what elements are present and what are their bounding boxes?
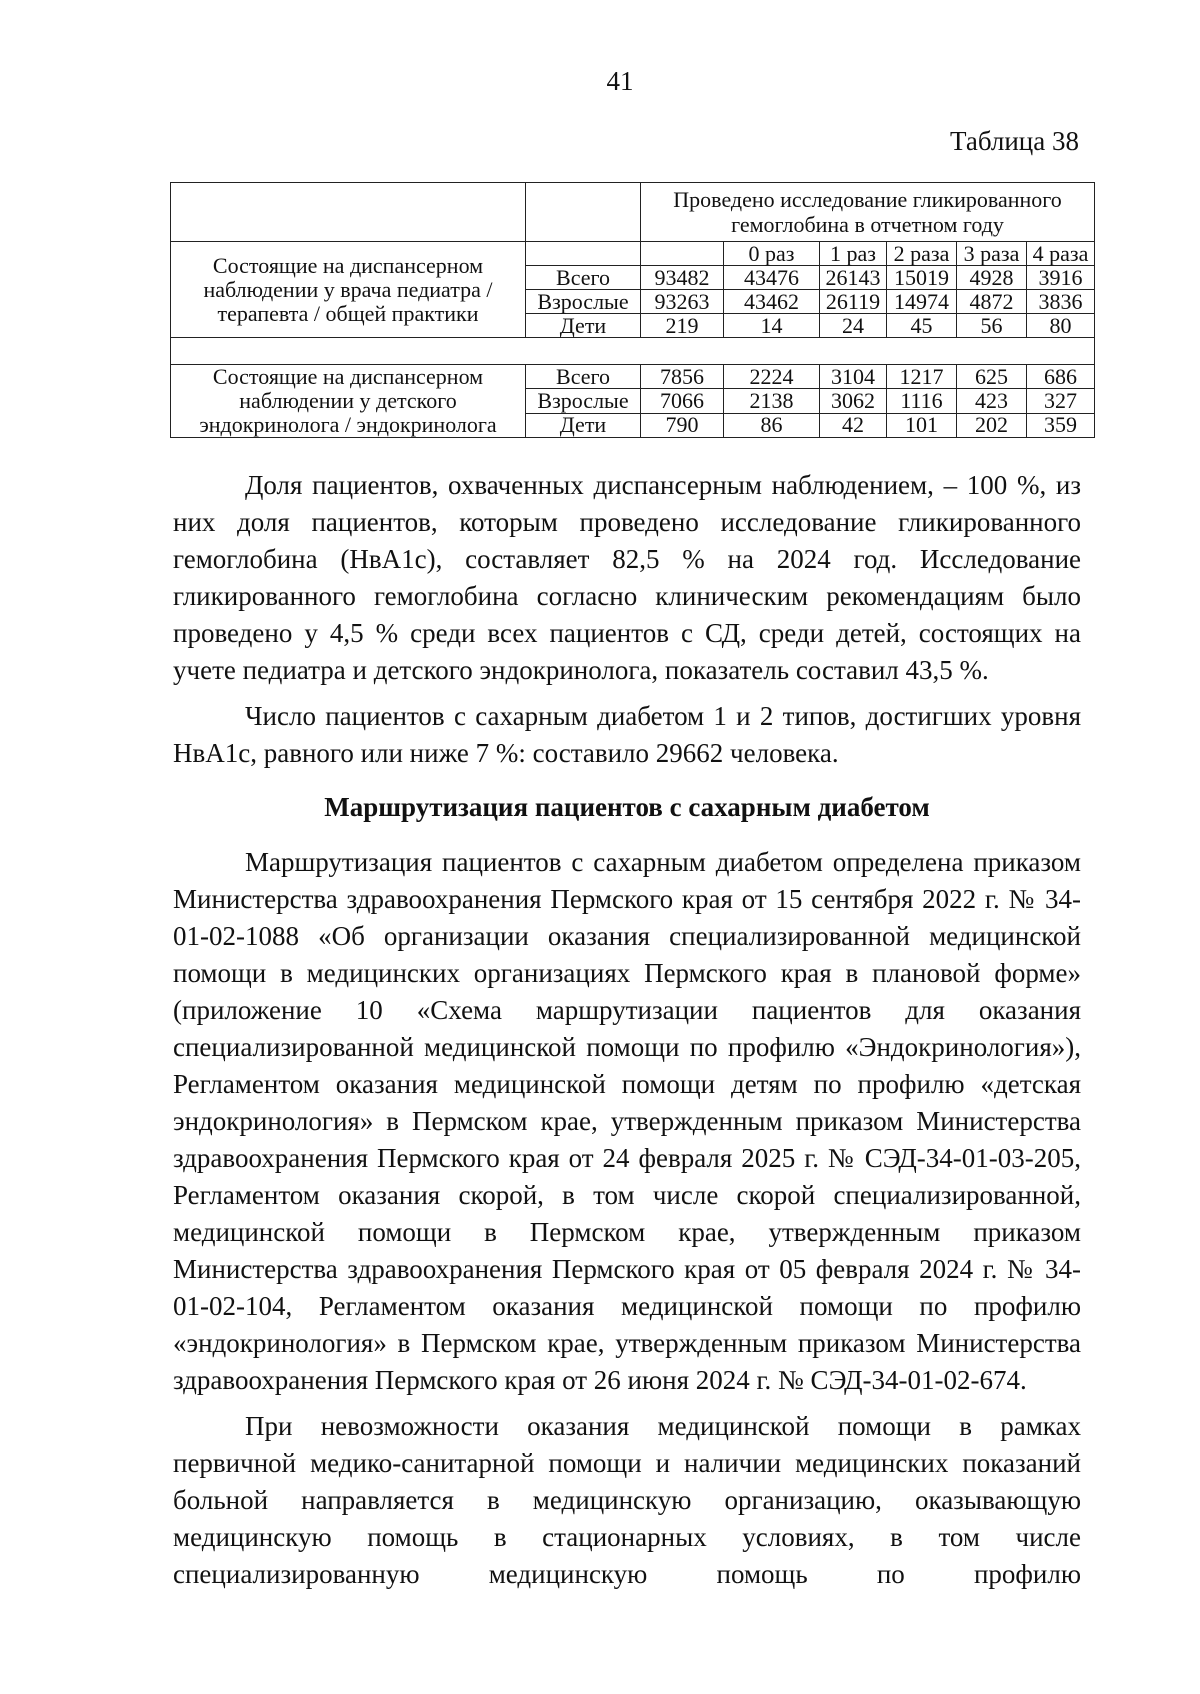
column-header: 3 раза bbox=[957, 242, 1027, 266]
row-total: 93263 bbox=[641, 290, 724, 314]
table-cell: 56 bbox=[957, 314, 1027, 338]
section-heading: Маршрутизация пациентов с сахарным диабетом bbox=[324, 792, 930, 822]
paragraph-routing: Маршрутизация пациентов с сахарным диабетом определена приказом Министерства здравоохранения Пермского края от 15 сентября 2022 г. № 34-01-02-1088 «Об организации оказания специализированной медицинской помощи в медицинских организациях Пермского края в плановой форме» (приложение 10 «Схема маршрутизации пациентов для оказания специализированной медицинской помощи по профилю «Эндокринология»), Регламентом оказания медицинской помощи детям по профилю «детская эндокринология» в Пермском крае, утвержденным приказом Министерства здравоохранения Пермского края от 24 февраля 2025 г. № СЭД-34-01-03-205, Регламентом оказания скорой, в том числе скорой специализированной, медицинской помощи в Пермском крае, утвержденным приказом Министерства здравоохранения Пермского края от 05 февраля 2024 г. № 34-01-02-104, Регламентом оказания медицинской помощи по профилю «эндокринология» в Пермском крае, утвержденным приказом Министерства здравоохранения Пермского края от 26 июня 2024 г. № СЭД-34-01-02-674. bbox=[173, 847, 1081, 1395]
row-total: 7856 bbox=[641, 365, 724, 389]
paragraph-target-level: Число пациентов с сахарным диабетом 1 и 2 типов, достигших уровня НвА1с, равного или ниже 7 %: составило 29662 человека. bbox=[173, 701, 1081, 768]
table-gap-row bbox=[171, 338, 1095, 365]
table-cell: 327 bbox=[1027, 389, 1095, 413]
row-category: Всего bbox=[526, 266, 641, 290]
column-header: 4 раза bbox=[1027, 242, 1095, 266]
table-cell: 42 bbox=[820, 413, 887, 437]
column-header: 0 раз bbox=[724, 242, 820, 266]
table-cell: 1116 bbox=[887, 389, 957, 413]
table-cell: 1217 bbox=[887, 365, 957, 389]
paragraph-hospitalization: При невозможности оказания медицинской помощи в рамках первичной медико-санитарной помощи и наличии медицинских показаний больной направляется в медицинскую организацию, оказывающую медицинскую помощь в стационарных условиях, в том числе специализированную медицинскую помощь по профилю bbox=[173, 1411, 1081, 1589]
row-category: Взрослые bbox=[526, 389, 641, 413]
table-cell: 3104 bbox=[820, 365, 887, 389]
table-cell: 14974 bbox=[887, 290, 957, 314]
body-text bbox=[173, 467, 1081, 1593]
table-cell: 24 bbox=[820, 314, 887, 338]
table-gap-cell bbox=[171, 338, 1095, 365]
table-cell: 43462 bbox=[724, 290, 820, 314]
table-cell: 2224 bbox=[724, 365, 820, 389]
table-cell: 3062 bbox=[820, 389, 887, 413]
table-cell: 4928 bbox=[957, 266, 1027, 290]
table-cell: 625 bbox=[957, 365, 1027, 389]
table-header-blank bbox=[526, 242, 641, 266]
table-cell: 202 bbox=[957, 413, 1027, 437]
table-cell: 4872 bbox=[957, 290, 1027, 314]
paragraph-coverage: Доля пациентов, охваченных диспансерным наблюдением, – 100 %, из них доля пациентов, которым проведено исследование гликированного гемоглобина (НвА1с), составляет 82,5 % на 2024 год. Исследование гликированного гемоглобина согласно клиническим рекомендациям было проведено у 4,5 % среди всех пациентов с СД, среди детей, состоящих на учете педиатра и детского эндокринолога, показатель составил 43,5 %. bbox=[173, 470, 1081, 685]
table-cell: 3916 bbox=[1027, 266, 1095, 290]
row-total: 219 bbox=[641, 314, 724, 338]
table-header-blank bbox=[526, 183, 641, 242]
row-category: Дети bbox=[526, 314, 641, 338]
row-category: Дети bbox=[526, 413, 641, 437]
table-header-title: Проведено исследование гликированного гемоглобина в отчетном году bbox=[641, 183, 1095, 242]
hba1c-table bbox=[170, 182, 1095, 438]
table-cell: 86 bbox=[724, 413, 820, 437]
group-label: Состоящие на диспансерном наблюдении у врача педиатра / терапевта / общей практики bbox=[171, 242, 526, 338]
table-cell: 43476 bbox=[724, 266, 820, 290]
row-total: 93482 bbox=[641, 266, 724, 290]
row-category: Всего bbox=[526, 365, 641, 389]
table-header-row bbox=[171, 183, 1095, 242]
table-cell: 359 bbox=[1027, 413, 1095, 437]
table-header-blank bbox=[641, 242, 724, 266]
table-cell: 14 bbox=[724, 314, 820, 338]
row-total: 790 bbox=[641, 413, 724, 437]
table-cell: 2138 bbox=[724, 389, 820, 413]
table-subheader-row bbox=[171, 242, 1095, 266]
page-number: 41 bbox=[606, 66, 634, 96]
table-cell: 45 bbox=[887, 314, 957, 338]
table-cell: 101 bbox=[887, 413, 957, 437]
table-cell: 80 bbox=[1027, 314, 1095, 338]
table-cell: 26143 bbox=[820, 266, 887, 290]
table-header-blank bbox=[171, 183, 526, 242]
table-cell: 3836 bbox=[1027, 290, 1095, 314]
table-cell: 26119 bbox=[820, 290, 887, 314]
column-header: 1 раз bbox=[820, 242, 887, 266]
table-cell: 423 bbox=[957, 389, 1027, 413]
table-row bbox=[171, 365, 1095, 389]
group-label: Состоящие на диспансерном наблюдении у детского эндокринолога / эндокринолога bbox=[171, 365, 526, 438]
row-category: Взрослые bbox=[526, 290, 641, 314]
column-header: 2 раза bbox=[887, 242, 957, 266]
table-cell: 15019 bbox=[887, 266, 957, 290]
table-cell: 686 bbox=[1027, 365, 1095, 389]
row-total: 7066 bbox=[641, 389, 724, 413]
table-caption: Таблица 38 bbox=[950, 126, 1079, 156]
